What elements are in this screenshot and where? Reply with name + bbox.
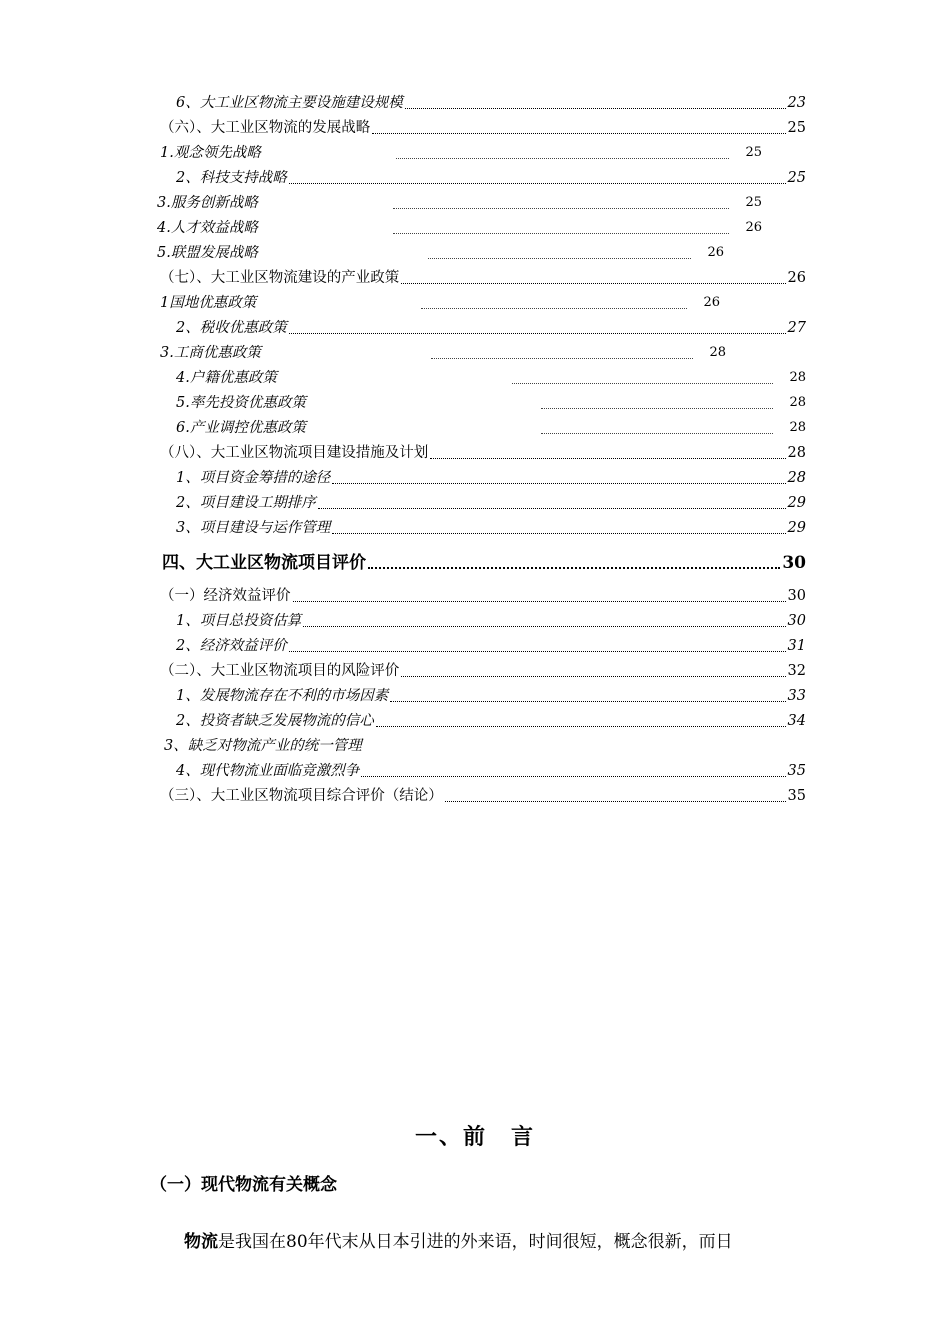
toc-entry[interactable] <box>176 388 806 412</box>
toc-entry-label: 四、大工业区物流项目评价 <box>162 553 366 573</box>
toc-entry-label: 5.联盟发展战略 <box>157 245 258 261</box>
toc-entry[interactable] <box>162 544 806 572</box>
toc-page-number: 23 <box>787 95 806 111</box>
toc-page-number: 30 <box>787 588 806 604</box>
toc-leader-dots <box>541 407 774 409</box>
toc-page-number: 28 <box>789 420 806 435</box>
toc-entry-label: 1、发展物流存在不利的市场因素 <box>176 688 389 704</box>
toc-leader-dots <box>289 182 786 184</box>
toc-entry[interactable] <box>160 581 806 605</box>
toc-leader-dots <box>318 507 786 509</box>
toc-entry[interactable] <box>176 681 806 705</box>
toc-page-number: 25 <box>745 195 762 210</box>
toc-page-number: 32 <box>787 663 806 679</box>
toc-leader-dots <box>430 457 785 459</box>
toc-entry-label: 1.观念领先战略 <box>160 145 261 161</box>
toc-page-number: 25 <box>787 170 806 186</box>
toc-entry[interactable] <box>176 463 806 487</box>
toc-leader-dots <box>541 432 774 434</box>
body-paragraph <box>150 1228 810 1256</box>
toc-leader-dots <box>428 257 692 259</box>
toc-leader-dots <box>401 675 785 677</box>
toc-entry-label: （三）、大工业区物流项目综合评价（结论） <box>160 788 443 804</box>
toc-leader-dots <box>431 357 694 359</box>
toc-leader-dots <box>376 725 786 727</box>
toc-entry[interactable] <box>176 88 806 112</box>
toc-page-number: 35 <box>787 788 806 804</box>
toc-entry-label: 1国地优惠政策 <box>160 295 257 311</box>
toc-leader-dots <box>372 132 785 134</box>
toc-page-number: 26 <box>703 295 720 310</box>
toc-page-number: 35 <box>787 763 806 779</box>
section-title: 一、前 言 <box>414 1125 535 1150</box>
toc-entry-label: 5.率先投资优惠政策 <box>176 395 306 411</box>
toc-page-number: 26 <box>707 245 724 260</box>
toc-page-number: 28 <box>789 370 806 385</box>
toc-leader-dots <box>393 207 730 209</box>
toc-leader-dots <box>405 107 786 109</box>
toc-entry[interactable] <box>160 438 806 462</box>
toc-entry[interactable] <box>160 781 806 805</box>
toc-page-number: 28 <box>709 345 726 360</box>
toc-page-number: 28 <box>787 470 806 486</box>
toc-page-number: 29 <box>787 520 806 536</box>
toc-page-number: 28 <box>789 395 806 410</box>
toc-leader-dots <box>289 650 786 652</box>
toc-entry[interactable] <box>160 338 726 362</box>
toc-leader-dots <box>303 625 785 627</box>
bold-term: 物流 <box>184 1232 218 1252</box>
toc-leader-dots <box>445 800 786 802</box>
toc-page-number: 34 <box>787 713 806 729</box>
toc-leader-dots <box>421 307 687 309</box>
toc-leader-dots <box>361 775 785 777</box>
toc-entry-label: 6、大工业区物流主要设施建设规模 <box>176 95 403 111</box>
toc-leader-dots <box>332 532 785 534</box>
toc-entry-label: （七）、大工业区物流建设的产业政策 <box>160 270 400 286</box>
toc-entry-label: （二）、大工业区物流项目的风险评价 <box>160 663 400 679</box>
toc-leader-dots <box>390 700 785 702</box>
toc-entry[interactable] <box>176 513 806 537</box>
toc-page-number: 28 <box>787 445 806 461</box>
toc-page-number: 26 <box>745 220 762 235</box>
toc-entry[interactable] <box>160 288 720 312</box>
toc-entry-label: 3、缺乏对物流产业的统一管理 <box>164 738 362 754</box>
toc-entry[interactable] <box>176 756 806 780</box>
toc-page-number: 25 <box>787 120 806 136</box>
toc-entry[interactable] <box>164 731 806 755</box>
toc-leader-dots <box>393 232 730 234</box>
toc-entry[interactable] <box>176 606 806 630</box>
toc-entry[interactable] <box>176 413 806 437</box>
toc-entry-label: 2、投资者缺乏发展物流的信心 <box>176 713 374 729</box>
toc-entry-label: 1、项目资金筹措的途径 <box>176 470 331 486</box>
toc-entry[interactable] <box>176 488 806 512</box>
toc-entry-label: 3、项目建设与运作管理 <box>176 520 331 536</box>
toc-leader-dots <box>332 482 785 484</box>
toc-leader-dots <box>401 282 785 284</box>
toc-entry-label: 2、经济效益评价 <box>176 638 287 654</box>
toc-entry[interactable] <box>160 113 806 137</box>
toc-entry[interactable] <box>160 138 762 162</box>
toc-entry[interactable] <box>176 706 806 730</box>
toc-entry-label: 4.户籍优惠政策 <box>176 370 277 386</box>
toc-entry[interactable] <box>157 188 762 212</box>
toc-leader-dots <box>289 332 786 334</box>
toc-entry-label: 4.人才效益战略 <box>157 220 258 236</box>
toc-entry-label: 3.服务创新战略 <box>157 195 258 211</box>
toc-page-number: 29 <box>787 495 806 511</box>
toc-page-number: 27 <box>787 320 806 336</box>
toc-entry-label: 3.工商优惠政策 <box>160 345 261 361</box>
toc-entry-label: （一）经济效益评价 <box>160 588 291 604</box>
toc-entry-label: （八）、大工业区物流项目建设措施及计划 <box>160 445 429 461</box>
toc-entry-label: 6.产业调控优惠政策 <box>176 420 306 436</box>
toc-entry[interactable] <box>160 656 806 680</box>
toc-leader-dots <box>512 382 774 384</box>
toc-entry-label: 4、现代物流业面临竞激烈争 <box>176 763 360 779</box>
toc-entry-label: 2、税收优惠政策 <box>176 320 287 336</box>
toc-entry-label: （六）、大工业区物流的发展战略 <box>160 120 371 136</box>
toc-entry[interactable] <box>176 363 806 387</box>
toc-page-number: 33 <box>787 688 806 704</box>
toc-page-number: 31 <box>787 638 806 654</box>
toc-page-number: 25 <box>745 145 762 160</box>
toc-page-number: 30 <box>782 553 806 573</box>
toc-entry-label: 1、项目总投资估算 <box>176 613 302 629</box>
toc-entry[interactable] <box>176 313 806 337</box>
toc-leader-dots <box>396 157 730 159</box>
toc-entry[interactable] <box>157 213 762 237</box>
toc-entry[interactable] <box>160 263 806 287</box>
toc-entry[interactable] <box>176 631 806 655</box>
toc-page-number: 30 <box>787 613 806 629</box>
toc-entry[interactable] <box>176 163 806 187</box>
toc-entry-label: 2、科技支持战略 <box>176 170 287 186</box>
paragraph-text: 是我国在80年代末从日本引进的外来语，时间很短，概念很新，而日 <box>218 1232 733 1252</box>
toc-page-number: 26 <box>787 270 806 286</box>
subsection-title: （一）现代物流有关概念 <box>150 1175 337 1195</box>
toc-entry[interactable] <box>157 238 724 262</box>
toc-entry-label: 2、项目建设工期排序 <box>176 495 316 511</box>
toc-leader-dots <box>293 600 786 602</box>
toc-leader-dots <box>368 566 780 569</box>
